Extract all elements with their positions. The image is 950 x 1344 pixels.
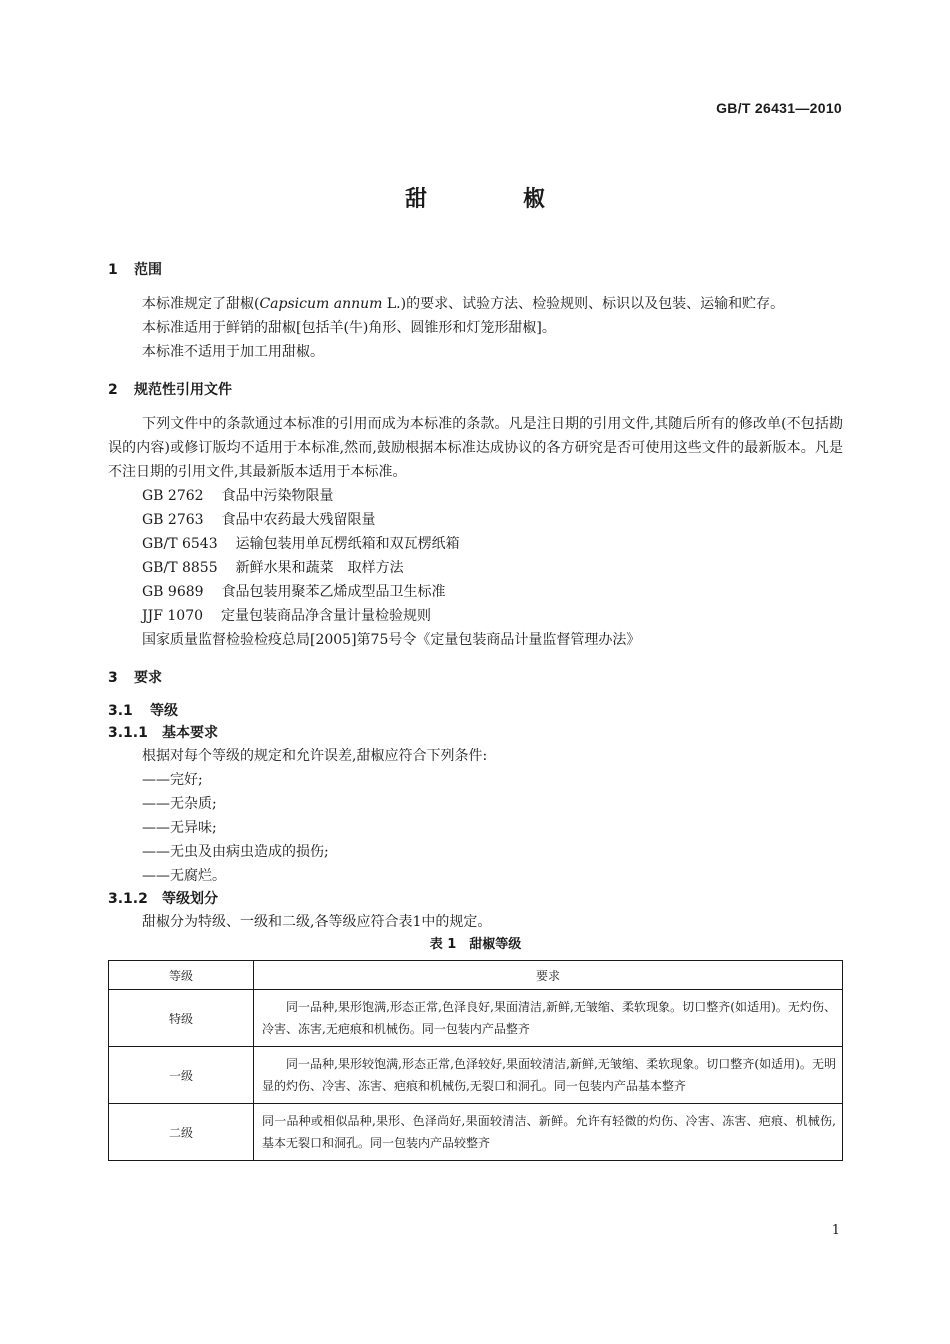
section-title: 范围 bbox=[134, 262, 162, 278]
reference-item: GB 2763 食品中农药最大残留限量 bbox=[142, 512, 376, 528]
section-number: 2 bbox=[108, 382, 118, 398]
grade-table bbox=[108, 960, 843, 1161]
requirement-item: ——完好; bbox=[142, 772, 203, 788]
basic-requirements-intro: 根据对每个等级的规定和允许误差,甜椒应符合下列条件: bbox=[142, 748, 488, 764]
subsection-3-1-1-heading: 3.1.1 基本要求 bbox=[108, 725, 218, 741]
requirement-cell: 同一品种,果形较饱满,形态正常,色泽较好,果面较清洁,新鲜,无皱缩、柔软现象。切口整齐(如适用)。无明显的灼伤、冷害、冻害、疤痕和机械伤,无裂口和洞孔。同一包装内产品基本整齐 bbox=[254, 1047, 843, 1104]
scope-paragraph-1: 本标准规定了甜椒(Capsicum annum L.)的要求、试验方法、检验规则、标识以及包装、运输和贮存。 bbox=[142, 296, 785, 312]
section-title: 规范性引用文件 bbox=[134, 382, 232, 398]
table-row bbox=[109, 1104, 843, 1161]
table-header-row bbox=[109, 961, 843, 990]
section-3-heading bbox=[108, 666, 843, 690]
reference-item: GB/T 6543 运输包装用单瓦楞纸箱和双瓦楞纸箱 bbox=[142, 536, 460, 552]
requirement-cell: 同一品种,果形饱满,形态正常,色泽良好,果面清洁,新鲜,无皱缩、柔软现象。切口整齐(如适用)。无灼伤、冷害、冻害,无疤痕和机械伤。同一包装内产品整齐 bbox=[254, 990, 843, 1047]
section-2-heading bbox=[108, 378, 843, 402]
page-number: 1 bbox=[831, 1223, 840, 1238]
title-char-2: 椒 bbox=[523, 187, 546, 212]
subsection-3-1-heading: 3.1 等级 bbox=[108, 703, 178, 719]
grade-classification-text: 甜椒分为特级、一级和二级,各等级应符合表1中的规定。 bbox=[142, 914, 492, 930]
grade-cell: 二级 bbox=[109, 1104, 254, 1161]
scope-paragraph-3: 本标准不适用于加工用甜椒。 bbox=[142, 344, 324, 360]
reference-item: GB/T 8855 新鲜水果和蔬菜 取样方法 bbox=[142, 560, 404, 576]
latin-name: Capsicum annum bbox=[259, 296, 383, 312]
grade-cell: 特级 bbox=[109, 990, 254, 1047]
subsection-3-1-2-heading: 3.1.2 等级划分 bbox=[108, 891, 218, 907]
section-1-heading bbox=[108, 258, 843, 282]
reference-item: JJF 1070 定量包装商品净含量计量检验规则 bbox=[142, 608, 432, 624]
requirement-item: ——无杂质; bbox=[142, 796, 217, 812]
requirement-cell: 同一品种或相似品种,果形、色泽尚好,果面较清洁、新鲜。允许有轻微的灼伤、冷害、冻害、疤痕、机械伤,基本无裂口和洞孔。同一包装内产品较整齐 bbox=[254, 1104, 843, 1161]
reference-item: GB 9689 食品包装用聚苯乙烯成型品卫生标准 bbox=[142, 584, 446, 600]
section-number: 3 bbox=[108, 670, 118, 686]
document-body bbox=[108, 258, 843, 1161]
references-intro: 下列文件中的条款通过本标准的引用而成为本标准的条款。凡是注日期的引用文件,其随后所有的修改单(不包括勘误的内容)或修订版均不适用于本标准,然而,鼓励根据本标准达成协议的各方研究是否可使用这些文件的最新版本。凡是不注日期的引用文件,其最新版本适用于本标准。 bbox=[108, 416, 843, 480]
title-char-1: 甜 bbox=[404, 187, 427, 212]
standard-code: GB/T 26431—2010 bbox=[716, 100, 842, 116]
reference-item: GB 2762 食品中污染物限量 bbox=[142, 488, 334, 504]
reference-decree: 国家质量监督检验检疫总局[2005]第75号令《定量包装商品计量监督管理办法》 bbox=[142, 632, 641, 648]
grade-cell: 一级 bbox=[109, 1047, 254, 1104]
column-header-grade: 等级 bbox=[109, 961, 254, 990]
section-title: 要求 bbox=[134, 670, 162, 686]
requirement-item: ——无虫及由病虫造成的损伤; bbox=[142, 844, 329, 860]
requirement-item: ——无异味; bbox=[142, 820, 217, 836]
document-title bbox=[0, 182, 950, 213]
table-caption: 表 1 甜椒等级 bbox=[429, 937, 522, 952]
table-row bbox=[109, 990, 843, 1047]
column-header-requirement: 要求 bbox=[254, 961, 843, 990]
table-row bbox=[109, 1047, 843, 1104]
section-number: 1 bbox=[108, 262, 118, 278]
requirement-item: ——无腐烂。 bbox=[142, 868, 226, 884]
scope-paragraph-2: 本标准适用于鲜销的甜椒[包括羊(牛)角形、圆锥形和灯笼形甜椒]。 bbox=[142, 320, 556, 336]
